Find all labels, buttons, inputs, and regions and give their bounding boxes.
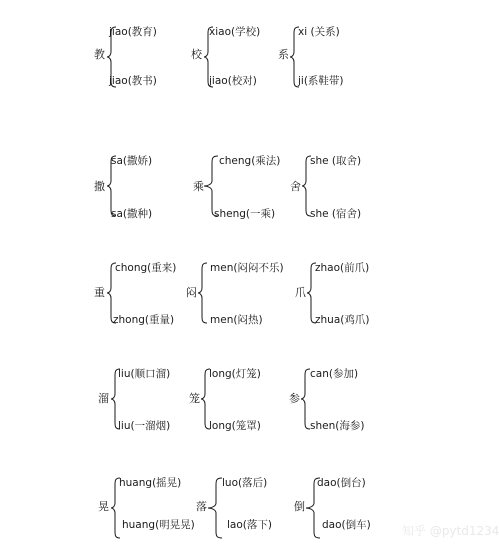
reading-top: she (取舍) (310, 155, 362, 167)
reading-bottom: sa(撒种) (111, 208, 153, 220)
polyphone-character: 撒 (94, 180, 105, 193)
reading-top: xi (关系) (298, 26, 340, 38)
polyphone-character: 系 (278, 48, 289, 61)
curly-brace-icon (207, 477, 223, 539)
polyphone-group-long (189, 368, 289, 430)
polyphone-group-she (290, 155, 390, 220)
polyphone-character: 落 (196, 500, 207, 513)
reading-top: dao(倒台) (317, 477, 366, 489)
reading-bottom: huang(明晃晃) (122, 519, 195, 531)
polyphone-group-men (186, 262, 296, 324)
reading-top: chong(重来) (115, 262, 177, 274)
polyphone-group-zhao (295, 262, 395, 324)
polyphone-group-xiao (191, 26, 291, 88)
polyphone-character: 参 (289, 392, 300, 405)
reading-bottom: jiao(教书) (109, 75, 157, 87)
polyphone-character: 晃 (98, 500, 109, 513)
reading-bottom: dao(倒车) (322, 519, 371, 531)
reading-bottom: men(闷热) (210, 314, 263, 326)
polyphone-group-luo (196, 477, 296, 539)
reading-top: men(闷闷不乐) (210, 262, 284, 274)
polyphone-character: 校 (191, 48, 202, 61)
polyphone-character: 教 (94, 48, 105, 61)
reading-bottom: shen(海参) (310, 420, 365, 432)
reading-bottom: zhong(重量) (113, 314, 175, 326)
reading-top: can(参加) (310, 368, 359, 380)
reading-top: luo(落后) (222, 477, 268, 489)
watermark: 知乎 @pytd1234 (402, 524, 499, 538)
reading-bottom: sheng(一乘) (214, 208, 276, 220)
reading-bottom: long(笼罩) (209, 420, 261, 432)
polyphone-group-huang (98, 477, 208, 539)
polyphone-group-cheng (193, 155, 293, 220)
reading-bottom: lao(落下) (227, 519, 272, 531)
polyphone-character: 闷 (186, 286, 197, 299)
polyphone-character: 乘 (193, 180, 204, 193)
reading-bottom: she (宿舍) (310, 208, 362, 220)
reading-top: sa(撒娇) (111, 155, 153, 167)
reading-top: liu(顺口溜) (118, 368, 171, 380)
polyphone-character: 重 (94, 286, 105, 299)
polyphone-group-xi (278, 26, 378, 88)
polyphone-character: 溜 (98, 392, 109, 405)
reading-bottom: jiao(校对) (209, 75, 257, 87)
polyphone-group-liu (98, 368, 198, 430)
polyphone-group-can (289, 368, 389, 430)
curly-brace-icon (197, 262, 209, 324)
polyphone-character: 笼 (189, 392, 200, 405)
polyphone-group-dao (294, 477, 394, 539)
polyphone-group-jiao (94, 26, 194, 88)
polyphone-group-sa (94, 155, 194, 220)
reading-top: jiao(教育) (109, 26, 157, 38)
reading-top: long(灯笼) (209, 368, 261, 380)
reading-bottom: ji(系鞋带) (298, 75, 344, 87)
polyphone-character: 舍 (290, 180, 301, 193)
polyphone-character: 倒 (294, 500, 305, 513)
reading-bottom: liu(一溜烟) (118, 420, 171, 432)
polyphone-character: 爪 (295, 286, 306, 299)
reading-top: zhao(前爪) (315, 262, 370, 274)
reading-top: cheng(乘法) (219, 155, 281, 167)
reading-top: xiao(学校) (209, 26, 261, 38)
reading-bottom: zhua(鸡爪) (315, 314, 370, 326)
polyphone-group-zhong (94, 262, 194, 324)
reading-top: huang(摇晃) (119, 477, 182, 489)
